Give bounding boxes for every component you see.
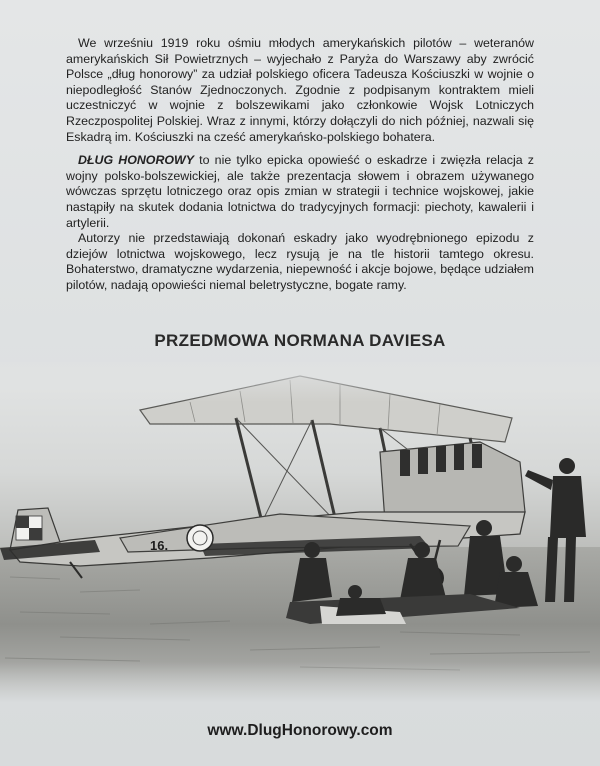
website-link[interactable]: www.DlugHonorowy.com: [207, 722, 393, 739]
blurb-text: [66, 36, 534, 294]
blurb-paragraph-2: [66, 153, 534, 231]
blurb-paragraph-3: Autorzy nie przedstawiają dokonań eskadry jako wyodrębnionego epizodu z dziejów lotnictwa wojskowego, lecz rysują je na tle historii tamtego okresu. Bohaterstwo, dramatyczne wydarzenia, niepewność i akcje bojowe, będące udziałem pilotów, nadają opowieści niemal beletrystyczne, bogate ramy.: [66, 231, 534, 292]
foreword-credit: PRZEDMOWA NORMANA DAVIESA: [154, 331, 446, 350]
kosciuszko-squadron-emblem: [187, 525, 213, 551]
blurb-paragraph-1: We wrześniu 1919 roku ośmiu młodych amerykańskich pilotów – weteranów amerykańskich Sił Powietrznych – wyjechało z Paryża do Warszawy aby zwrócić Polsce „dług honorowy” za udział polskiego oficera Tadeusza Kościuszki w wojnie o niepodległość Stanów Zjednoczonych. Zgodnie z podpisanym kontraktem mieli uczestniczyć w wojnie z bolszewikami jako członkowie Wojsk Lotniczych Rzeczpospolitej Polskiej. Wraz z innymi, którzy dołączyli do nich później, nazwali się Eskadrą im. Kościuszki na cześć amerykańsko-polskiego bohatera.: [66, 36, 534, 144]
blurb-paragraph-2-text: to nie tylko epicka opowieść o eskadrze i zwięzła relacja z wojny polsko-bolszewickiej, ale także prezentacja słowem i obrazem używanego wówczas sprzętu lotniczego oraz opis zmian w strategii i technice wojskowej, jakie nastąpiły na skutek dodania lotnictwa do tradycyjnych formacji: piechoty, kawalerii i artylerii.: [66, 153, 534, 230]
fuselage-marking: 16.: [150, 538, 169, 553]
biplane-photograph: [0, 362, 600, 702]
polish-checkerboard-insignia: [16, 516, 42, 540]
book-title-emphasis: DŁUG HONOROWY: [78, 153, 194, 168]
